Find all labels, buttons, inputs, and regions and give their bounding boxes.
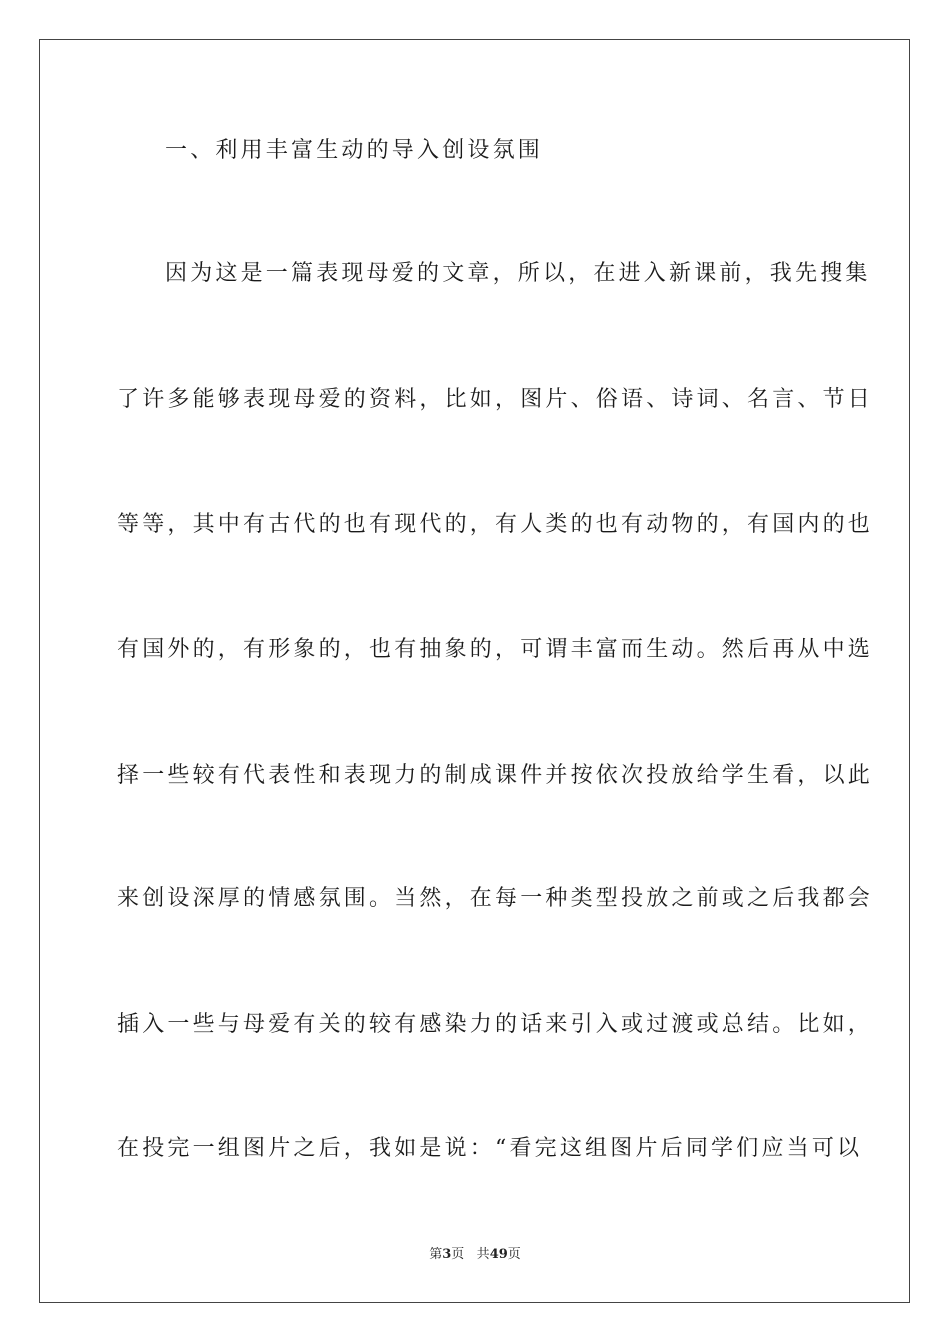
- section-heading: 一、利用丰富生动的导入创设氛围: [165, 138, 544, 163]
- total-pages: 49: [489, 1247, 508, 1262]
- page-suffix: 页: [451, 1247, 465, 1262]
- paragraph-line-1: 因为这是一篇表现母爱的文章，所以，在进入新课前，我先搜集: [165, 261, 871, 286]
- page-number: 3: [442, 1247, 452, 1262]
- page-footer: [0, 1246, 950, 1264]
- paragraph-line-8: 在投完一组图片之后，我如是说：“看完这组图片后同学们应当可以: [117, 1136, 863, 1161]
- paragraph-line-4: 有国外的，有形象的，也有抽象的，可谓丰富而生动。然后再从中选: [117, 637, 874, 662]
- paragraph-line-2: 了许多能够表现母爱的资料，比如，图片、俗语、诗词、名言、节日: [117, 387, 874, 412]
- paragraph-line-6: 来创设深厚的情感氛围。当然，在每一种类型投放之前或之后我都会: [117, 886, 874, 911]
- total-prefix: 共: [476, 1247, 490, 1262]
- paragraph-line-3: 等等，其中有古代的也有现代的，有人类的也有动物的，有国内的也: [117, 512, 874, 537]
- paragraph-line-7: 插入一些与母爱有关的较有感染力的话来引入或过渡或总结。比如，: [117, 1012, 874, 1037]
- page-prefix: 第: [429, 1247, 443, 1262]
- page-border: [39, 39, 910, 1303]
- total-suffix: 页: [507, 1247, 521, 1262]
- paragraph-line-5: 择一些较有代表性和表现力的制成课件并按依次投放给学生看，以此: [117, 763, 874, 788]
